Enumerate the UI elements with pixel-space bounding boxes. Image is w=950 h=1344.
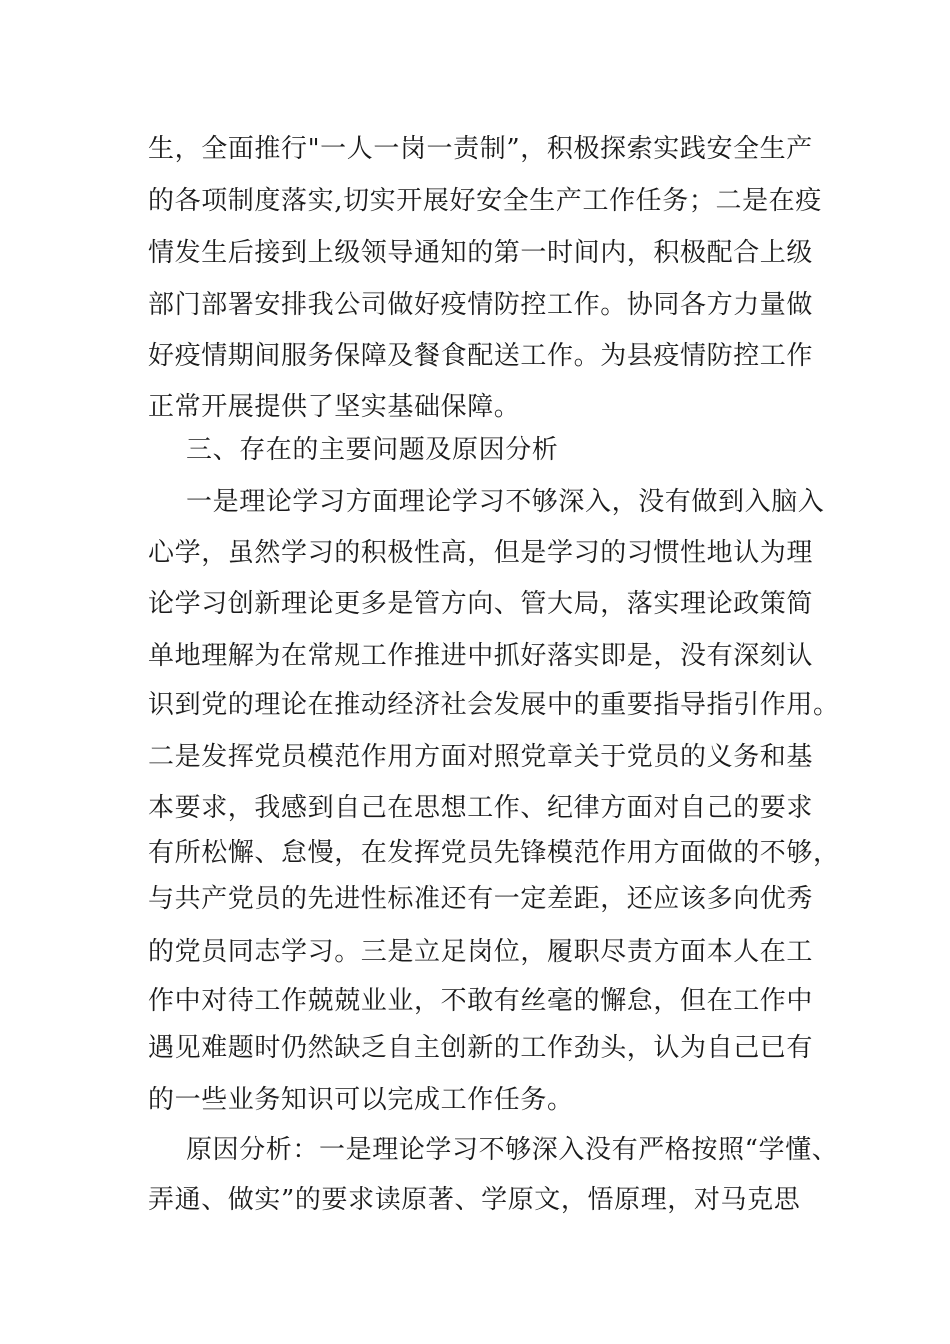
- text-line: 的各项制度落实,切实开展好安全生产工作任务；二是在疫: [148, 186, 822, 216]
- text-line: 心学，虽然学习的积极性高，但是学习的习惯性地认为理: [148, 538, 814, 568]
- text-line: 与共产党员的先进性标准还有一定差距，还应该多向优秀: [148, 884, 814, 914]
- text-line: 有所松懈、怠慢，在发挥党员先锋模范作用方面做的不够，: [148, 838, 840, 868]
- text-line: 正常开展提供了坚实基础保障。: [148, 392, 521, 422]
- text-line: 好疫情期间服务保障及餐食配送工作。为县疫情防控工作: [148, 341, 814, 371]
- text-line: 的党员同志学习。三是立足岗位，履职尽责方面本人在工: [148, 937, 814, 967]
- text-line: 识到党的理论在推动经济社会发展中的重要指导指引作用。: [148, 690, 840, 720]
- text-line: 生，全面推行"一人一岗一责制”，积极探索实践安全生产: [148, 134, 813, 164]
- text-line: 弄通、做实”的要求读原著、学原文，悟原理，对马克思: [148, 1185, 801, 1215]
- text-line: 的一些业务知识可以完成工作任务。: [148, 1085, 574, 1115]
- text-line: 单地理解为在常规工作推进中抓好落实即是，没有深刻认: [148, 641, 814, 671]
- text-line: 情发生后接到上级领导通知的第一时间内，积极配合上级: [148, 238, 814, 268]
- text-line: 作中对待工作兢兢业业，不敢有丝毫的懈怠，但在工作中: [148, 986, 814, 1016]
- text-line: 一是理论学习方面理论学习不够深入，没有做到入脑入: [186, 487, 825, 517]
- text-line: 部门部署安排我公司做好疫情防控工作。协同各方力量做: [148, 290, 814, 320]
- text-line: 论学习创新理论更多是管方向、管大局，落实理论政策简: [148, 589, 814, 619]
- text-line: 本要求，我感到自己在思想工作、纪律方面对自己的要求: [148, 793, 814, 823]
- text-line: 二是发挥党员模范作用方面对照党章关于党员的义务和基: [148, 742, 814, 772]
- section-heading: 三、存在的主要问题及原因分析: [186, 435, 559, 465]
- text-line: 原因分析：一是理论学习不够深入没有严格按照“学懂、: [186, 1135, 839, 1165]
- text-line: 遇见难题时仍然缺乏自主创新的工作劲头，认为自己已有: [148, 1033, 814, 1063]
